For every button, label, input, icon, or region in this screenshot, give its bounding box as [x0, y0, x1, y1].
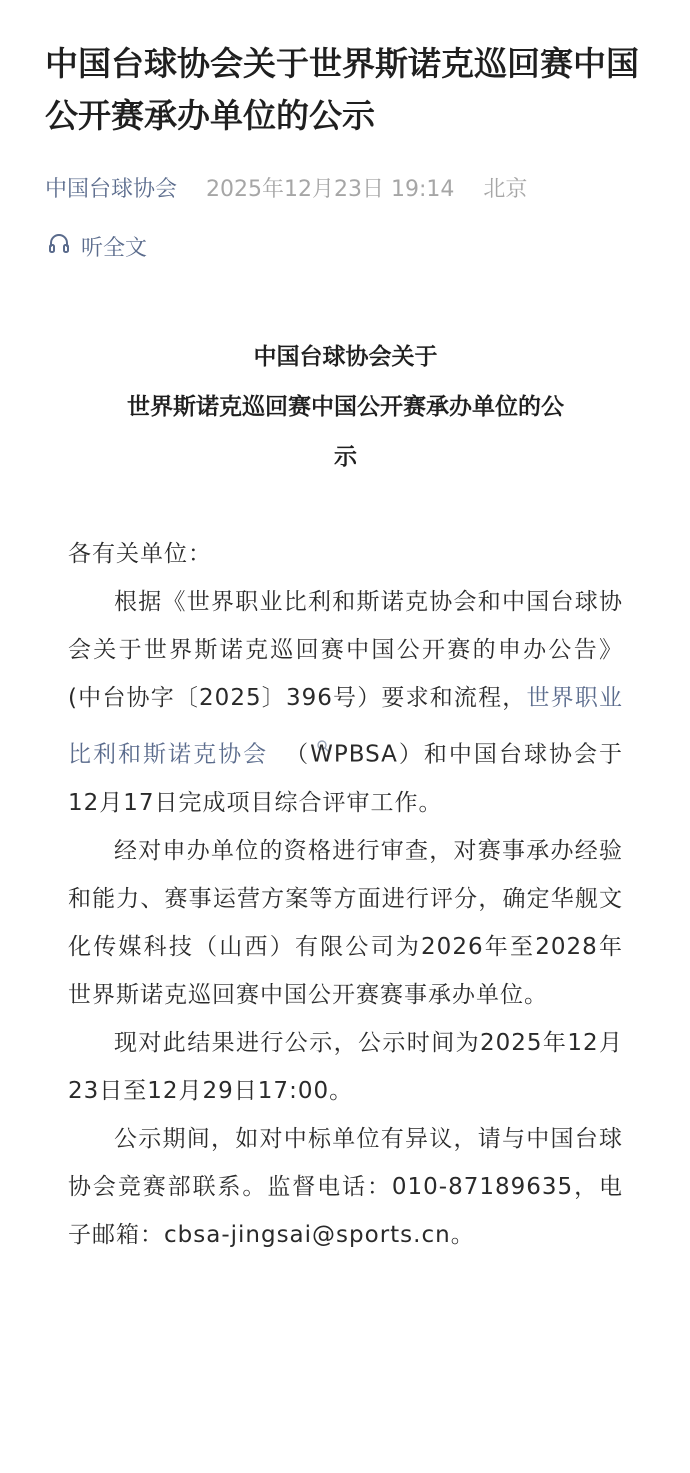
headphones-icon: [47, 231, 81, 261]
paragraph-text: （WPBSA）和中国台球协会于12月17日完成项目综合评审工作。: [68, 741, 624, 816]
listen-button[interactable]: [47, 228, 147, 264]
document-title-line: 中国台球协会关于: [253, 344, 438, 370]
paragraph-text: 根据《世界职业比利和斯诺克协会和中国台球协会关于世界斯诺克巡回赛中国公开赛的申办公告》(中台协字〔2025〕396号）要求和流程，: [68, 589, 623, 711]
document-title-line: 示: [334, 444, 357, 470]
article-title: 中国台球协会关于世界斯诺克巡回赛中国公开赛承办单位的公示: [45, 44, 639, 135]
listen-label: 听全文: [81, 235, 148, 261]
article-meta: [45, 172, 527, 208]
paragraph-2: 经对申办单位的资格进行审查，对赛事承办经验和能力、赛事运营方案等方面进行评分，确定华舰文化传媒科技（山西）有限公司为2026年至2028年世界斯诺克巡回赛中国公开赛赛事承办单位。: [68, 837, 623, 1008]
wpbsa-link[interactable]: 世界职业比利和斯诺克协会: [68, 685, 624, 768]
paragraph-4: 公示期间，如对中标单位有异议，请与中国台球协会竞赛部联系。监督电话：010-87189635，电子邮箱：cbsa-jingsai@sports.cn。: [68, 1125, 623, 1248]
document-title-line: 世界斯诺克巡回赛中国公开赛承办单位的公: [127, 394, 564, 420]
document-title: [68, 332, 623, 482]
publish-location: 北京: [483, 177, 528, 202]
search-icon[interactable]: [270, 722, 284, 736]
author-link[interactable]: 中国台球协会: [45, 177, 178, 202]
paragraph-1: [68, 578, 623, 827]
salutation: 各有关单位：: [68, 541, 212, 567]
document-body: [68, 530, 623, 1259]
paragraph-3: 现对此结果进行公示，公示时间为2025年12月23日至12月29日17:00。: [68, 1029, 623, 1104]
publish-time: 2025年12月23日 19:14: [206, 177, 455, 202]
